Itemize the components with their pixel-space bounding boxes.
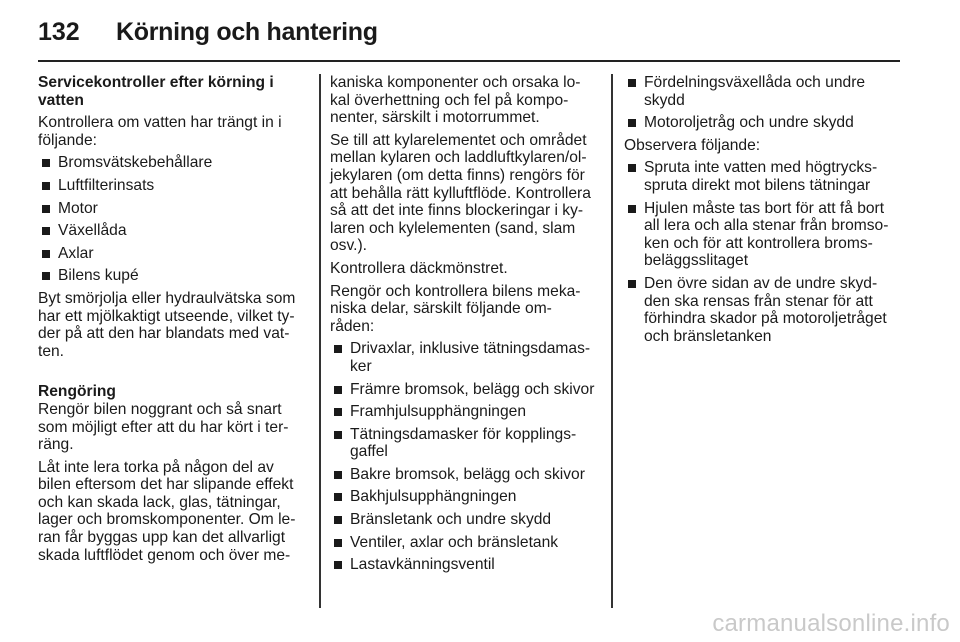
parts-list — [330, 340, 604, 574]
list-item — [38, 200, 302, 218]
parts-list-continued — [624, 74, 904, 132]
text-line: laren och kylelementen (sand, slam — [330, 219, 576, 237]
list-item — [330, 488, 604, 506]
chapter-title: Körning och hantering — [116, 17, 378, 46]
list-item-text: Luftfilterinsats — [58, 176, 155, 194]
text-line: ker — [350, 357, 372, 375]
watermark: carmanualsonline.info — [712, 610, 950, 637]
bullet-square-icon — [628, 205, 636, 213]
text-line: gaffel — [350, 443, 388, 461]
radiator-paragraph — [330, 132, 604, 255]
text-line: råden: — [330, 317, 375, 335]
text-line: spruta direkt mot bilens tätningar — [644, 176, 871, 194]
header-divider — [38, 60, 900, 62]
list-item — [330, 426, 604, 461]
text-line: att behålla rätt kylluftflöde. Kontrollera — [330, 184, 591, 202]
cleaning-paragraph-2 — [38, 459, 302, 565]
list-item — [330, 466, 604, 484]
bullet-square-icon — [334, 539, 342, 547]
bullet-square-icon — [334, 493, 342, 501]
text-line: osv.). — [330, 237, 367, 255]
text-line: bilen eftersom det har slipande effekt — [38, 476, 294, 494]
text-line: den ska rensas från stenar för att — [644, 292, 873, 310]
bullet-square-icon — [334, 386, 342, 394]
bullet-square-icon — [628, 280, 636, 288]
text-line: och bränsletanken — [644, 327, 772, 345]
text-line: all lera och alla stenar från bromso- — [644, 217, 889, 235]
section-spacer — [38, 365, 302, 383]
bullet-square-icon — [334, 408, 342, 416]
bullet-square-icon — [42, 159, 50, 167]
list-item-text: Axlar — [58, 244, 94, 262]
bullet-square-icon — [42, 272, 50, 280]
text-line: som möjligt efter att du har kört i ter- — [38, 418, 289, 436]
oil-paragraph — [38, 290, 302, 360]
bullet-square-icon — [334, 345, 342, 353]
list-item — [330, 534, 604, 552]
list-item-text: Bakhjulsupphängningen — [350, 488, 517, 506]
bullet-square-icon — [42, 227, 50, 235]
text-line: kaniska komponenter och orsaka lo- — [330, 74, 581, 91]
text-line: ken och för att kontrollera broms- — [644, 234, 873, 252]
bullet-square-icon — [42, 205, 50, 213]
column-divider-1 — [319, 74, 321, 608]
list-item-text: Bränsletank och undre skydd — [350, 511, 552, 529]
bullet-square-icon — [334, 561, 342, 569]
text-line: jekylaren (om detta finns) rengörs för — [330, 166, 585, 184]
list-item-text: Bromsvätskebehållare — [58, 154, 213, 172]
text-line: Hjulen måste tas bort för att få bort — [644, 199, 885, 217]
intro-paragraph — [38, 114, 302, 149]
list-item-text: Framhjulsupphängningen — [350, 403, 526, 421]
list-item — [624, 114, 904, 132]
section-heading-cleaning: Rengöring — [38, 383, 116, 401]
text-line: kal överhettning och fel på kompo- — [330, 91, 569, 109]
column-divider-2 — [611, 74, 613, 608]
bullet-square-icon — [334, 471, 342, 479]
text-line: räng. — [38, 436, 74, 454]
list-item — [330, 340, 604, 375]
text-line: Kontrollera om vatten har trängt in i — [38, 114, 282, 132]
text-line: och kan skada lack, glas, tätningar, — [38, 493, 281, 511]
list-item — [330, 381, 604, 399]
text-line: följande: — [38, 131, 97, 149]
list-item — [38, 222, 302, 240]
text-line: skada luftflödet genom och över me- — [38, 546, 291, 564]
list-item — [624, 74, 904, 109]
text-line: beläggsslitaget — [644, 252, 749, 270]
column-3 — [624, 74, 904, 350]
text-line: Låt inte lera torka på någon del av — [38, 458, 274, 476]
list-item — [38, 154, 302, 172]
list-item-text: Växellåda — [58, 222, 127, 240]
bullet-square-icon — [628, 79, 636, 87]
text-line: lager och bromskomponenter. Om le- — [38, 511, 296, 529]
page-header — [38, 12, 378, 52]
list-item — [38, 267, 302, 285]
text-line: Rengör och kontrollera bilens meka- — [330, 282, 581, 300]
text-line: Spruta inte vatten med högtrycks- — [644, 159, 878, 177]
text-line: förhindra skador på motoroljetråget — [644, 310, 887, 328]
observe-list — [624, 159, 904, 345]
check-list — [38, 154, 302, 285]
bullet-square-icon — [628, 164, 636, 172]
list-item-text: Motor — [58, 199, 98, 217]
list-item — [330, 556, 604, 574]
text-line: Tätningsdamasker för kopplings- — [350, 425, 577, 443]
bullet-square-icon — [42, 182, 50, 190]
text-line: så att det inte finns blockeringar i ky- — [330, 202, 584, 220]
list-item — [330, 403, 604, 421]
page-number: 132 — [38, 17, 80, 46]
text-line: mellan kylaren och laddluftkylaren/ol- — [330, 149, 587, 167]
heading-line: Servicekontroller efter körning i — [38, 74, 274, 91]
column-2 — [330, 74, 604, 579]
text-line: niska delar, särskilt följande om- — [330, 300, 552, 318]
bullet-square-icon — [334, 516, 342, 524]
list-item-text: Motoroljetråg och undre skydd — [644, 114, 854, 132]
text-line: der på att den har blandats med vat- — [38, 325, 290, 343]
text-line: Se till att kylarelementet och området — [330, 131, 587, 149]
text-line: skydd — [644, 91, 685, 109]
text-line: ten. — [38, 342, 65, 360]
bullet-square-icon — [628, 119, 636, 127]
text-line: nenter, särskilt i motorrummet. — [330, 109, 540, 127]
text-line: Drivaxlar, inklusive tätningsdamas- — [350, 340, 591, 358]
list-item — [38, 245, 302, 263]
continued-paragraph — [330, 74, 604, 127]
list-item-text: Ventiler, axlar och bränsletank — [350, 533, 559, 551]
section-heading-water — [38, 74, 302, 109]
list-item-text: Främre bromsok, belägg och skivor — [350, 380, 595, 398]
list-item — [624, 159, 904, 194]
list-item — [330, 511, 604, 529]
heading-line: vatten — [38, 91, 84, 109]
bullet-square-icon — [42, 250, 50, 258]
mechanical-parts-paragraph — [330, 283, 604, 336]
bullet-square-icon — [334, 431, 342, 439]
list-item — [38, 177, 302, 195]
text-line: ran får byggas upp kan det allvarligt — [38, 529, 286, 547]
tread-paragraph: Kontrollera däckmönstret. — [330, 259, 508, 277]
text-line: Rengör bilen noggrant och så snart — [38, 400, 282, 418]
list-item — [624, 275, 904, 345]
text-line: Fördelningsväxellåda och undre — [644, 74, 866, 91]
text-line: har ett mjölkaktigt utseende, vilket ty- — [38, 307, 295, 325]
text-line: Byt smörjolja eller hydraulvätska som — [38, 289, 296, 307]
list-item-text: Bilens kupé — [58, 267, 139, 285]
list-item-text: Bakre bromsok, belägg och skivor — [350, 465, 585, 483]
list-item — [624, 200, 904, 270]
observe-label: Observera följande: — [624, 136, 761, 154]
cleaning-paragraph-1 — [38, 401, 302, 454]
list-item-text: Lastavkänningsventil — [350, 556, 495, 574]
text-line: Den övre sidan av de undre skyd- — [644, 274, 878, 292]
column-1 — [38, 74, 302, 569]
